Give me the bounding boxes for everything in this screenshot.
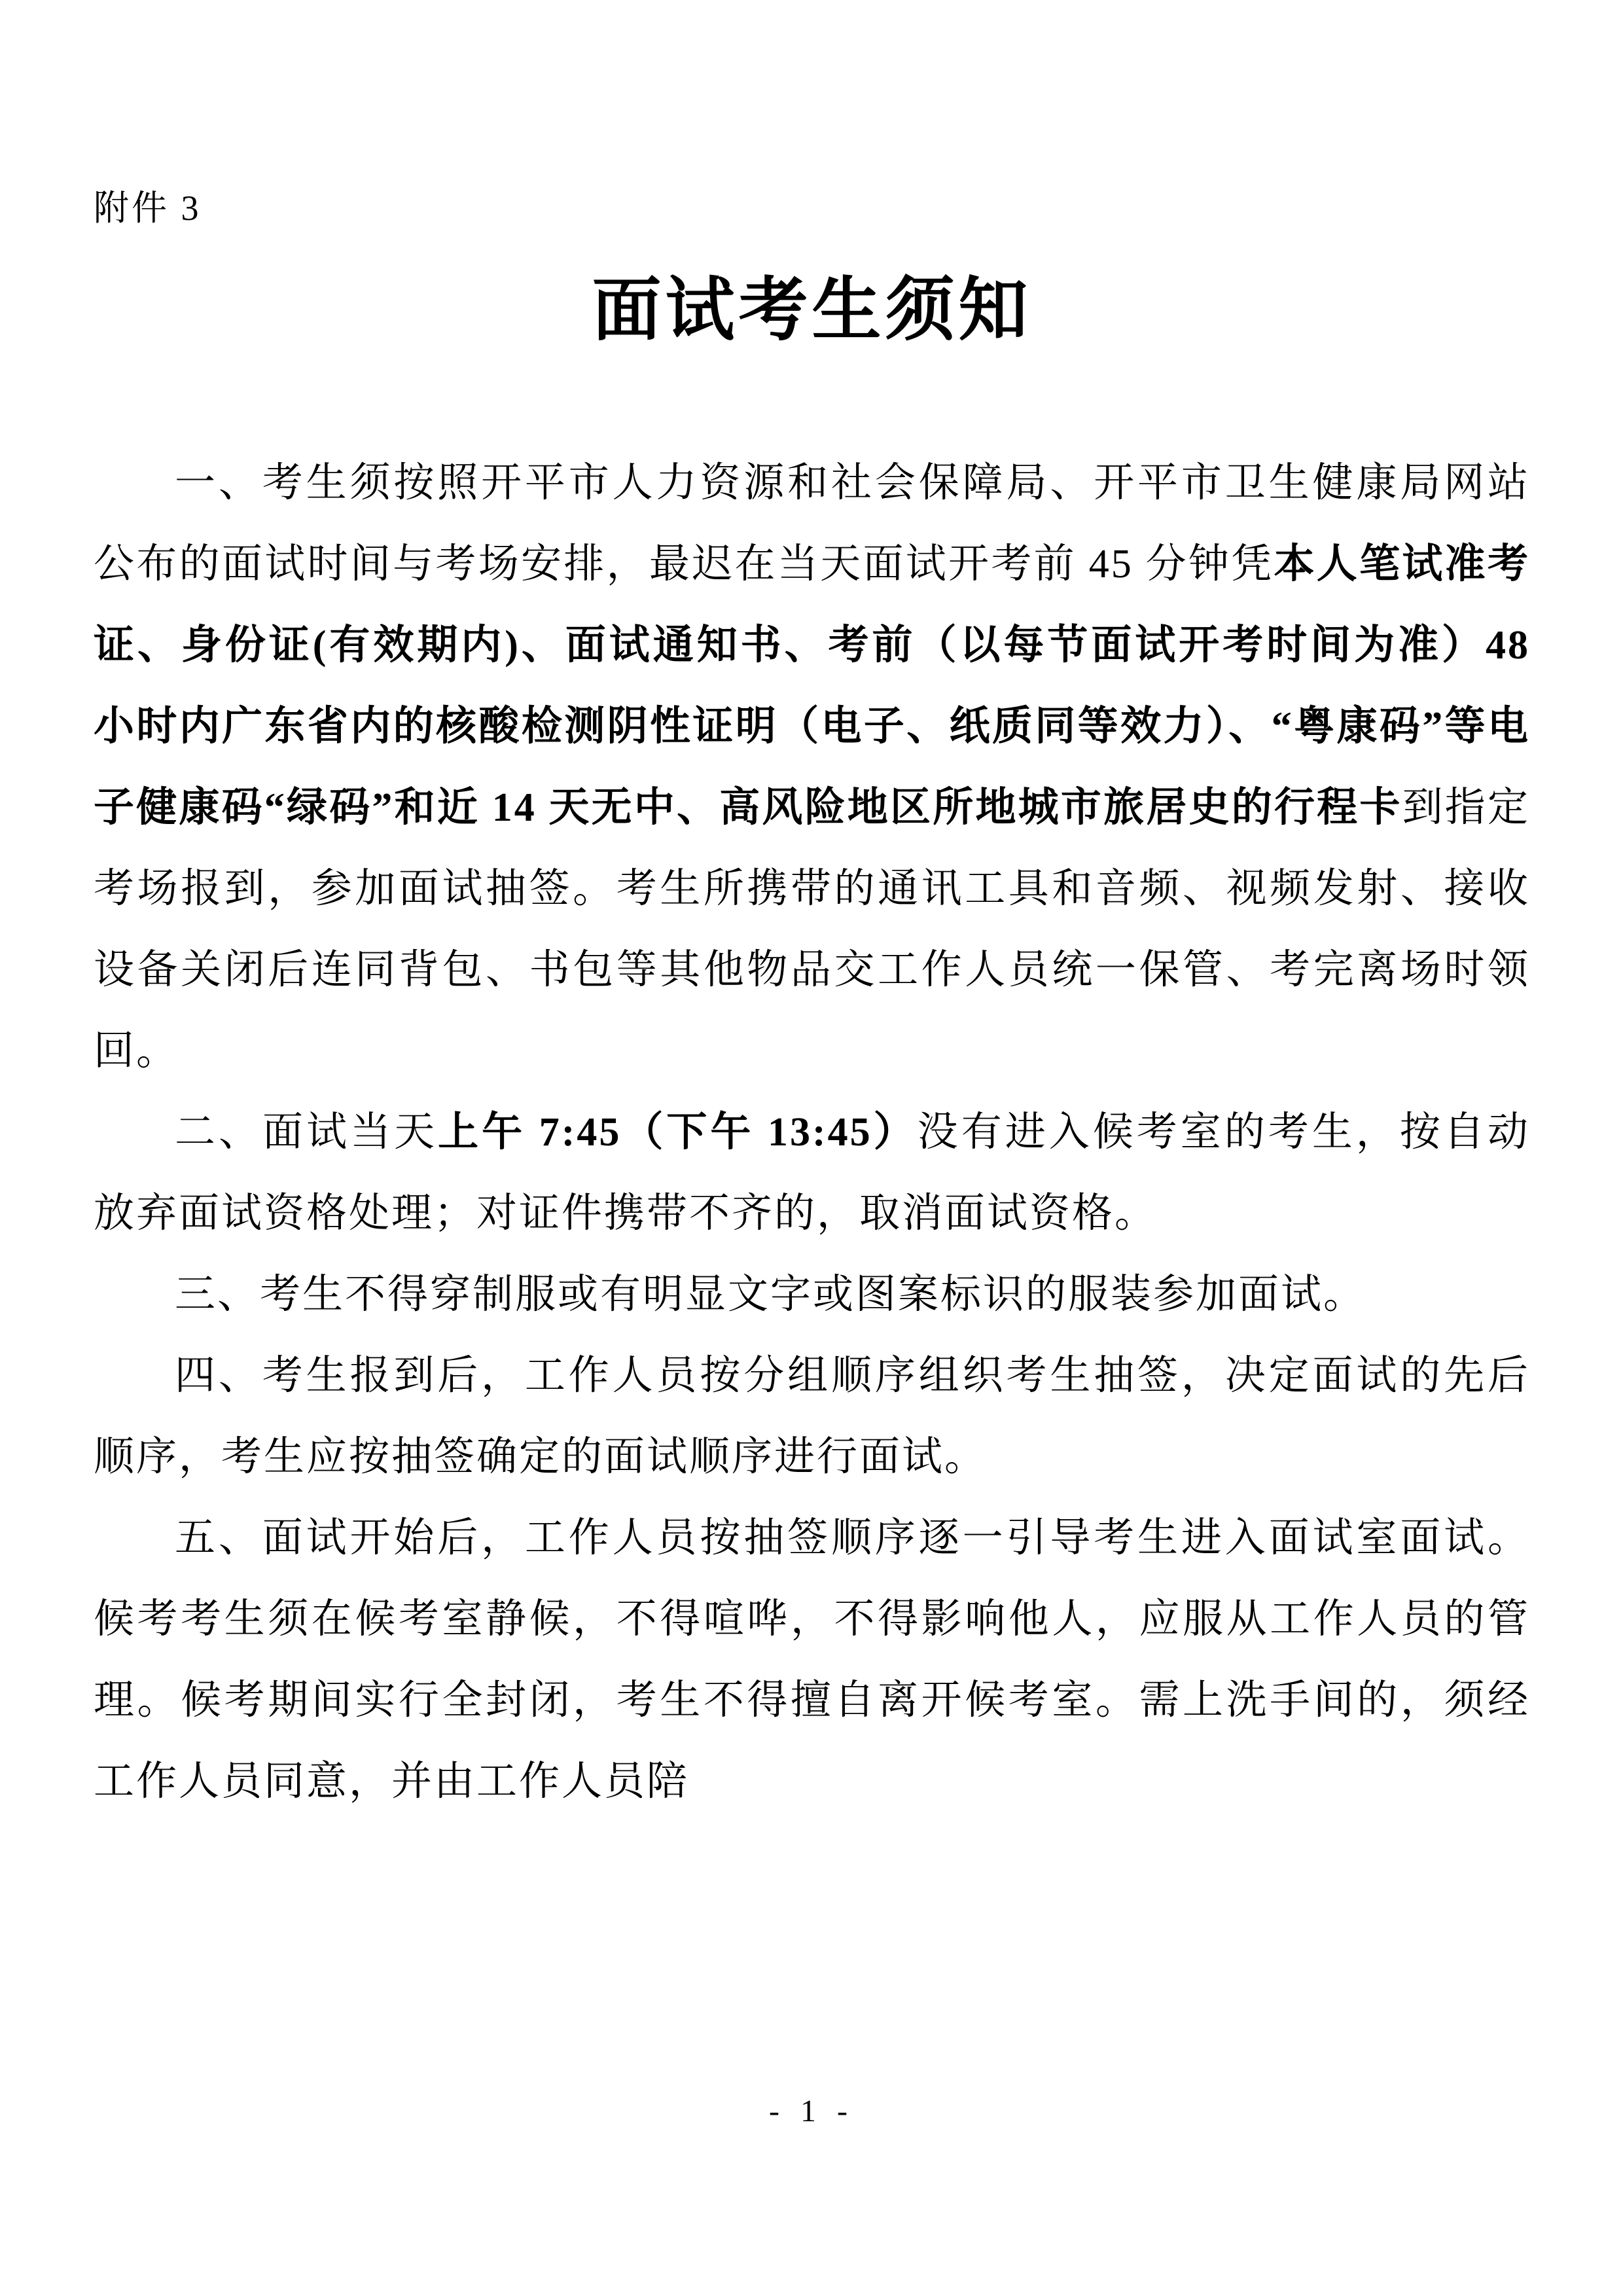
- text-run: 没有进入候考室的考生，按自动放弃面试资格处理；对证件携带不齐的，取消面试资格。: [94, 1110, 1530, 1236]
- document-body: [94, 442, 1530, 1822]
- attachment-label: 附件 3: [94, 188, 202, 228]
- text-run: 二、面试当天: [175, 1110, 438, 1155]
- paragraph: [94, 1254, 1530, 1335]
- paragraph: [94, 1498, 1530, 1822]
- text-run: 到指定考场报到，参加面试抽签。考生所携带的通讯工具和音频、视频发射、接收设备关闭后连同背包、书包等其他物品交工作人员统一保管、考完离场时领回。: [94, 785, 1530, 1073]
- bold-text-run: 本人笔试准考证、身份证(有效期内)、面试通知书、考前（以每节面试开考时间为准）48 小时内广东省内的核酸检测阴性证明（电子、纸质同等效力）、“粤康码”等电子健康码“绿码”和近 14 天无中、高风险地区所地城市旅居史的行程卡: [94, 542, 1530, 830]
- text-run: 五、面试开始后，工作人员按抽签顺序逐一引导考生进入面试室面试。候考考生须在候考室静候，不得喧哗，不得影响他人，应服从工作人员的管理。候考期间实行全封闭，考生不得擅自离开候考室。需上洗手间的，须经工作人员同意，并由工作人员陪: [94, 1516, 1530, 1804]
- text-run: 三、考生不得穿制服或有明显文字或图案标识的服装参加面试。: [175, 1272, 1366, 1317]
- text-run: 四、考生报到后，工作人员按分组顺序组织考生抽签，决定面试的先后顺序，考生应按抽签确定的面试顺序进行面试。: [94, 1354, 1530, 1479]
- text-run: 一、考生须按照开平市人力资源和社会保障局、开平市卫生健康局网站公布的面试时间与考场安排，最迟在当天面试开考前 45 分钟凭: [94, 461, 1530, 586]
- document-title: 面试考生须知: [592, 272, 1032, 349]
- paragraph: [94, 1335, 1530, 1498]
- bold-text-run: 上午 7:45（下午 13:45）: [438, 1110, 918, 1155]
- paragraph: [94, 442, 1530, 1092]
- page-number: - 1 -: [769, 2094, 854, 2128]
- paragraph: [94, 1092, 1530, 1254]
